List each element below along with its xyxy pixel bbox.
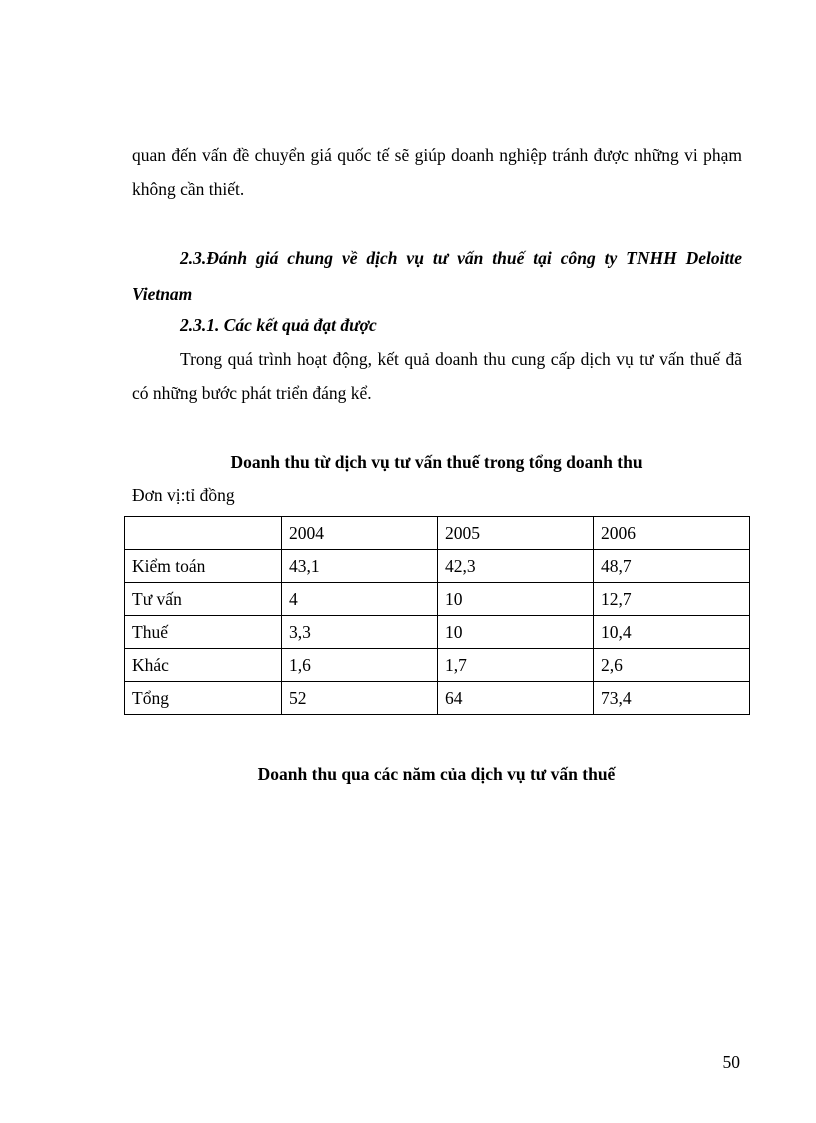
section-heading-2-3: 2.3.Đánh giá chung về dịch vụ tư vấn thuế tại công ty TNHH Deloitte Vietnam [132, 248, 742, 304]
table-row-label: Tổng [125, 682, 282, 715]
table-cell: 42,3 [438, 550, 594, 583]
revenue-table [124, 516, 750, 715]
table-cell: 73,4 [594, 682, 750, 715]
table-header-cell: 2005 [438, 517, 594, 550]
table-header-cell [125, 517, 282, 550]
body-paragraph-2: Trong quá trình hoạt động, kết quả doanh thu cung cấp dịch vụ tư vấn thuế đã có những bước phát triển đáng kể. [132, 349, 742, 403]
table-title: Doanh thu từ dịch vụ tư vấn thuế trong tổng doanh thu [230, 452, 643, 472]
table-cell: 2,6 [594, 649, 750, 682]
table-cell: 12,7 [594, 583, 750, 616]
table-cell: 1,7 [438, 649, 594, 682]
table-row [125, 583, 750, 616]
table-header-row [125, 517, 750, 550]
table-row-total [125, 682, 750, 715]
table-header-cell: 2004 [282, 517, 438, 550]
table-cell: 1,6 [282, 649, 438, 682]
table-cell: 43,1 [282, 550, 438, 583]
table-cell: 52 [282, 682, 438, 715]
subsection-heading-2-3-1: 2.3.1. Các kết quả đạt được [180, 315, 377, 335]
table-row-label: Tư vấn [125, 583, 282, 616]
table-cell: 48,7 [594, 550, 750, 583]
table-row [125, 616, 750, 649]
table-unit-label: Đơn vị:tỉ đồng [132, 485, 235, 505]
table-row-label: Kiểm toán [125, 550, 282, 583]
table-cell: 10,4 [594, 616, 750, 649]
body-paragraph-1: quan đến vấn đề chuyển giá quốc tế sẽ giúp doanh nghiệp tránh được những vi phạm không cần thiết. [132, 145, 742, 199]
table-cell: 10 [438, 583, 594, 616]
page-number: 50 [722, 1052, 740, 1072]
table-cell: 64 [438, 682, 594, 715]
table-cell: 4 [282, 583, 438, 616]
table-cell: 10 [438, 616, 594, 649]
table-header-cell: 2006 [594, 517, 750, 550]
table-row [125, 649, 750, 682]
chart-caption: Doanh thu qua các năm của dịch vụ tư vấn thuế [257, 764, 616, 784]
table-row-label: Khác [125, 649, 282, 682]
table-cell: 3,3 [282, 616, 438, 649]
table-row-label: Thuế [125, 616, 282, 649]
table-row [125, 550, 750, 583]
